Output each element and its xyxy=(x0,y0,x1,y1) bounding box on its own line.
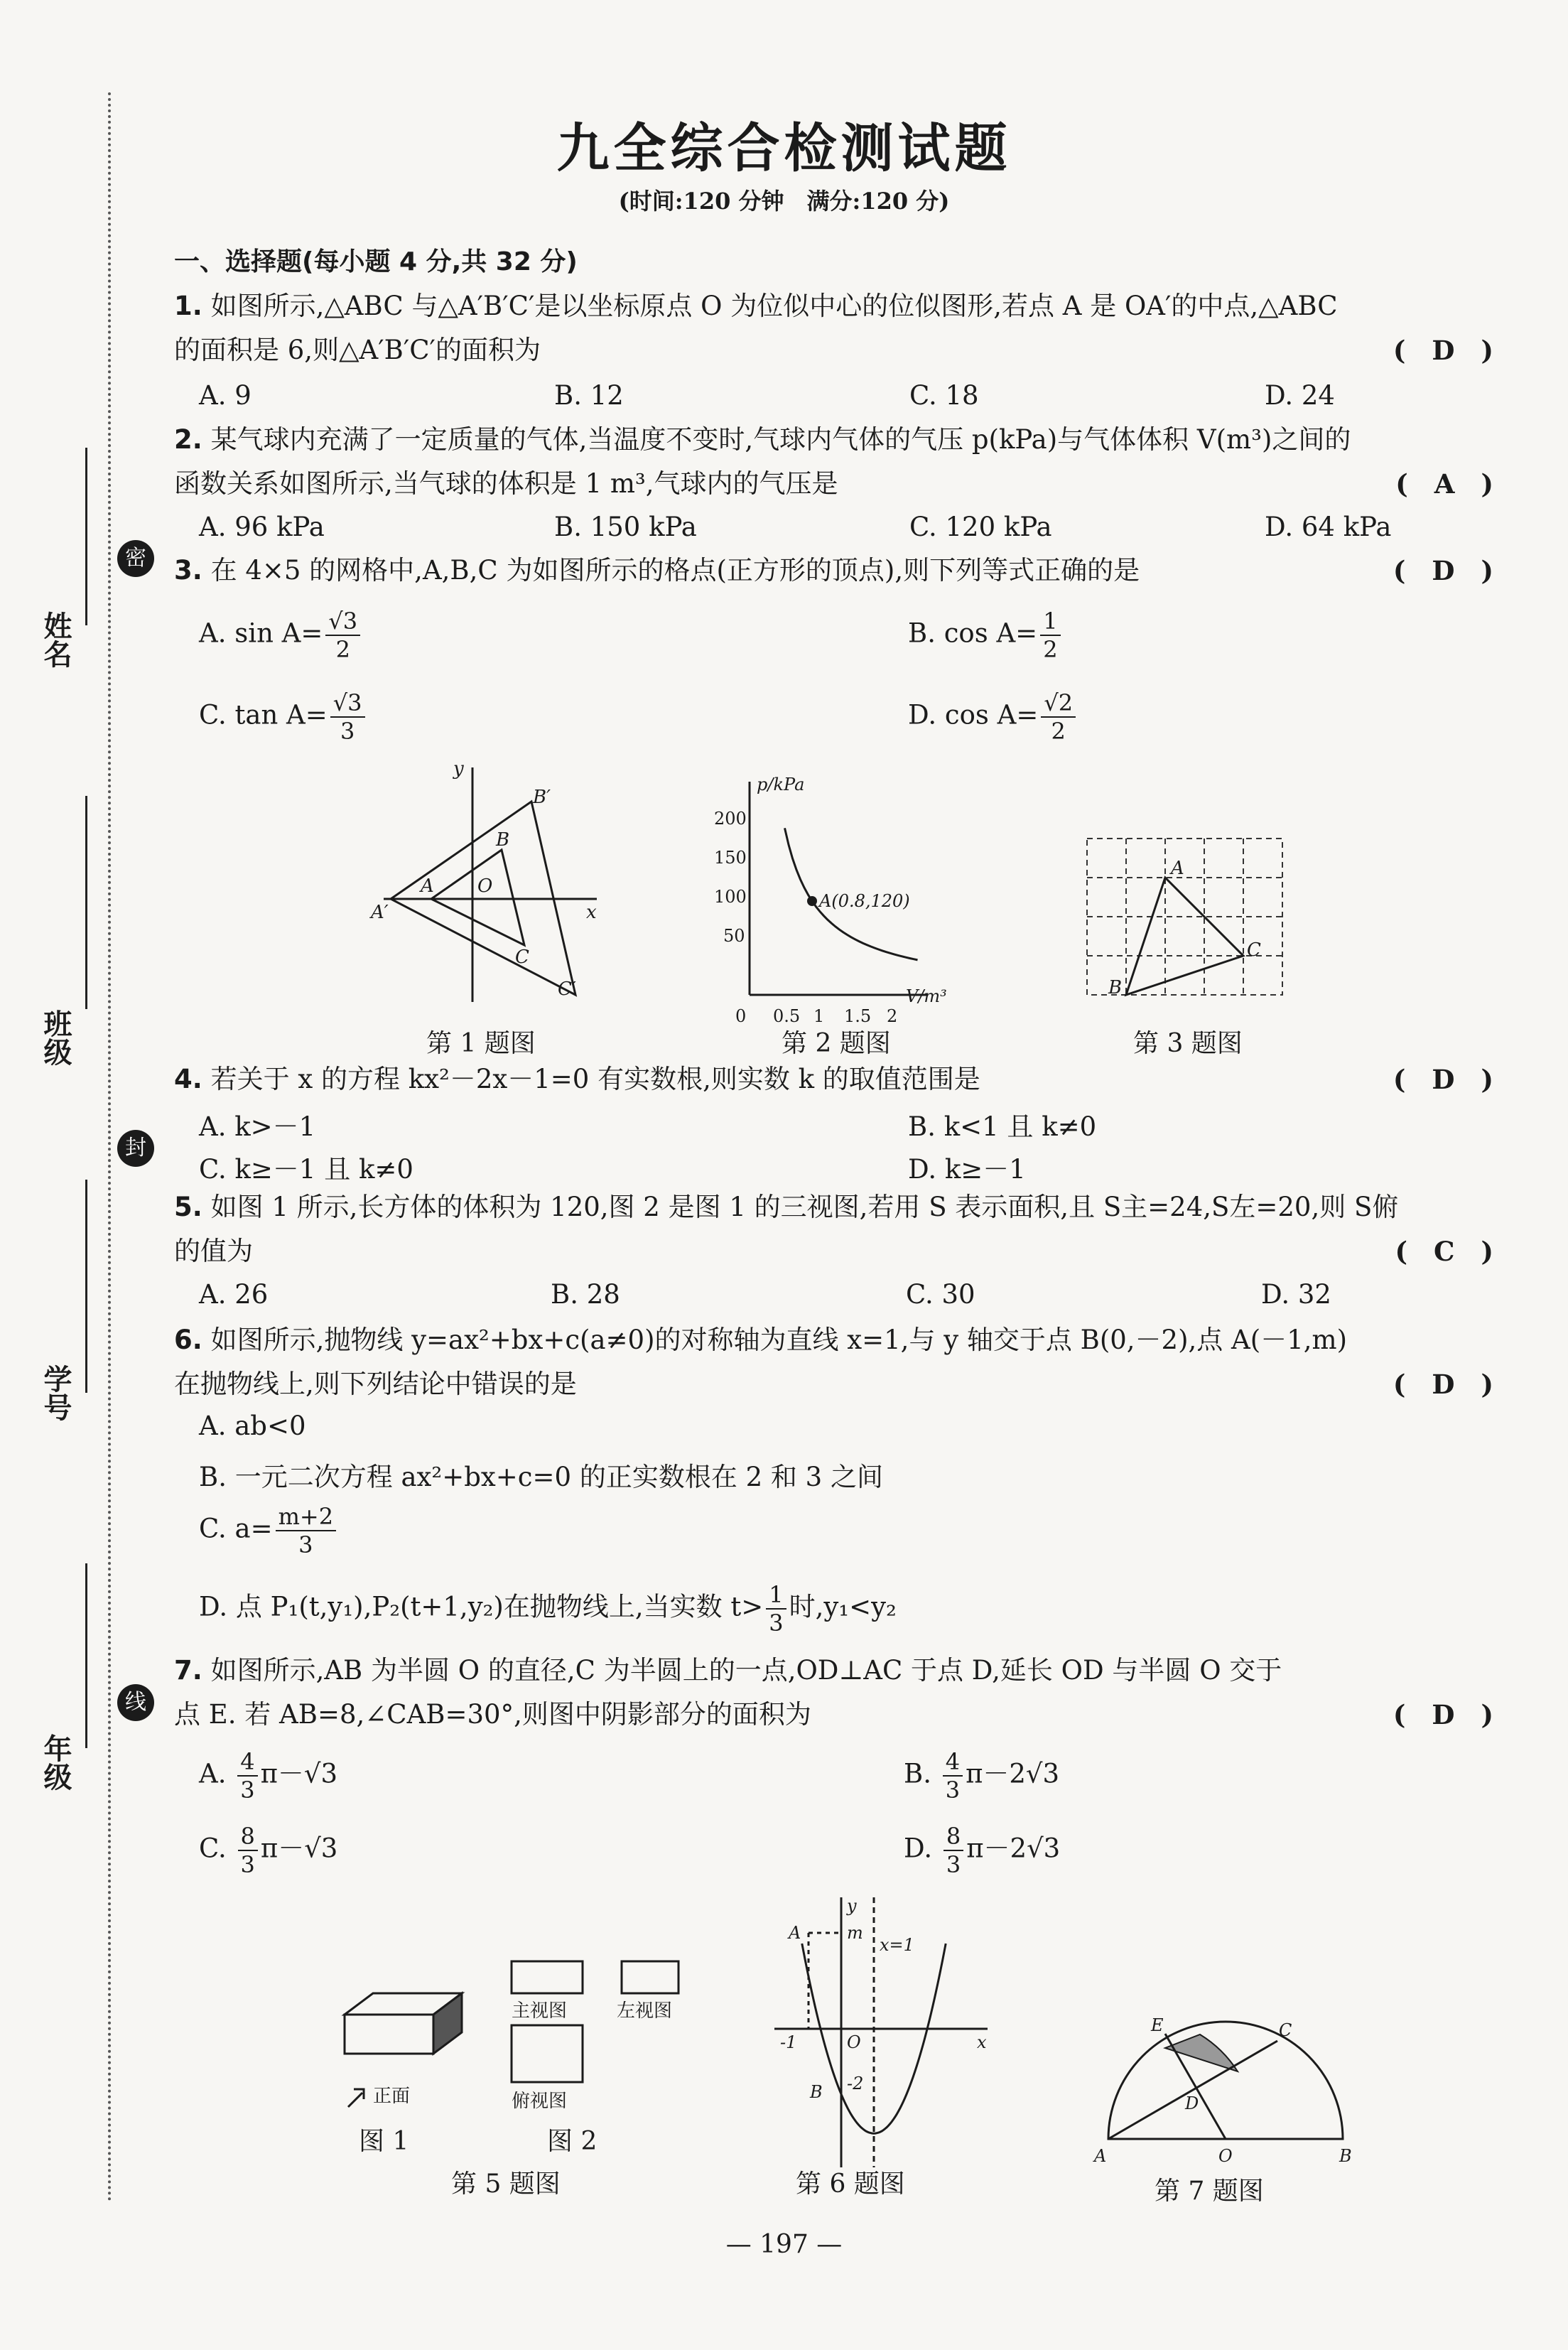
label-b-prime: B′ xyxy=(533,787,551,808)
option-a: A. 9 xyxy=(199,380,252,411)
point-a xyxy=(807,896,817,906)
figure-2-caption: 第 2 题图 xyxy=(782,1029,891,1058)
option-d: D. 24 xyxy=(1265,380,1335,411)
label-x: x xyxy=(977,2032,987,2052)
fraction xyxy=(330,689,365,745)
question-6 xyxy=(174,1318,1496,1406)
fraction xyxy=(766,1581,786,1637)
denominator: 3 xyxy=(946,1851,961,1878)
ytick: 50 xyxy=(723,926,745,946)
label-neg1: -1 xyxy=(780,2032,797,2052)
question-5 xyxy=(174,1185,1496,1273)
page-title: 九全综合检测试题 xyxy=(556,118,1012,179)
option-prefix: A. sin A= xyxy=(199,618,323,649)
figure-5-labels xyxy=(373,2000,672,2112)
question-text: 的面积是 6,则△A′B′C′的面积为 xyxy=(174,335,541,365)
triangle-abc-grid xyxy=(1126,878,1243,995)
option-prefix: C. tan A= xyxy=(199,699,328,731)
question-text: 在抛物线上,则下列结论中错误的是 xyxy=(174,1369,577,1399)
figure-7-caption: 第 7 题图 xyxy=(1155,2177,1264,2206)
class-line xyxy=(85,796,87,1009)
option-d: D. 64 kPa xyxy=(1265,512,1392,542)
box-front xyxy=(345,2015,433,2054)
question-number: 1. xyxy=(174,291,202,321)
figure-7 xyxy=(1108,2022,1343,2139)
binding-strip xyxy=(21,398,146,1890)
label-a-prime: A′ xyxy=(371,902,389,923)
seal-feng: 封 xyxy=(117,1130,154,1167)
option-d xyxy=(199,1581,897,1637)
student-id-line xyxy=(85,1180,87,1393)
option-c: C. 18 xyxy=(909,380,979,411)
left-view-rect xyxy=(622,1961,678,1993)
denominator: 3 xyxy=(769,1610,784,1637)
xtick: 1.5 xyxy=(844,1006,872,1026)
figure-6-caption: 第 6 题图 xyxy=(796,2170,905,2199)
option-c xyxy=(199,1823,337,1878)
answer-1: ( D ) xyxy=(1393,335,1493,366)
front-label: 正面 xyxy=(373,2086,411,2107)
option-suffix: 时,y₁<y₂ xyxy=(789,1591,897,1622)
option-d xyxy=(908,689,1078,745)
answer-4: ( D ) xyxy=(1393,1064,1493,1095)
seal-mi: 密 xyxy=(117,540,154,577)
triangle-abc xyxy=(431,850,524,945)
option-d xyxy=(904,1823,1060,1878)
label-b: B xyxy=(496,829,510,851)
label-b: B xyxy=(810,2082,823,2102)
denominator: 3 xyxy=(945,1777,961,1804)
option-suffix: π－√3 xyxy=(260,1758,338,1789)
front-arrow xyxy=(348,2093,362,2107)
left-view-label: 左视图 xyxy=(617,2000,673,2022)
option-prefix: A. xyxy=(199,1758,235,1789)
denominator: 2 xyxy=(1043,636,1058,663)
main-view-rect xyxy=(512,1961,583,1993)
figures-row-2 xyxy=(306,1883,1371,2224)
numerator: m+2 xyxy=(276,1503,337,1531)
figure-3-labels xyxy=(1108,858,1261,998)
box-side xyxy=(433,1993,462,2054)
grade-label: 年级 xyxy=(39,1734,72,1791)
label-a: A xyxy=(421,875,434,897)
fraction xyxy=(1041,689,1076,745)
question-number: 3. xyxy=(174,555,202,586)
question-number: 6. xyxy=(174,1325,202,1355)
fraction xyxy=(1040,608,1060,663)
label-m: m xyxy=(847,1923,863,1943)
fraction xyxy=(237,1748,257,1804)
question-2 xyxy=(174,418,1496,506)
option-d: D. 32 xyxy=(1261,1279,1331,1310)
answer-7: ( D ) xyxy=(1393,1699,1493,1730)
grade-line xyxy=(85,1563,87,1748)
option-b xyxy=(908,608,1064,663)
denominator: 2 xyxy=(1051,718,1066,745)
figures-row-1 xyxy=(355,753,1336,1066)
figure-3-grid xyxy=(1087,839,1282,995)
label-y: y xyxy=(847,1896,857,1916)
question-text: 如图所示,△ABC 与△A′B′C′是以坐标原点 O 为位似中心的位似图形,若点 A 是 OA′的中点,△ABC xyxy=(210,291,1338,321)
denominator: 3 xyxy=(240,1777,255,1804)
top-view-rect xyxy=(512,2025,583,2082)
option-b: B. k<1 且 k≠0 xyxy=(908,1111,1097,1142)
question-text: 函数关系如图所示,当气球的体积是 1 m³,气球内的气压是 xyxy=(174,468,838,499)
figure-5-caption: 第 5 题图 xyxy=(451,2170,561,2199)
figure-3-caption: 第 3 题图 xyxy=(1133,1029,1243,1058)
numerator: 8 xyxy=(238,1823,258,1851)
point-a-label: A(0.8,120) xyxy=(819,891,910,911)
label-axis: x=1 xyxy=(880,1935,914,1955)
label-e: E xyxy=(1151,2015,1164,2035)
option-suffix: π－2√3 xyxy=(966,1833,1061,1864)
fraction xyxy=(276,1503,337,1558)
page-subtitle: (时间:120 分钟 满分:120 分) xyxy=(618,188,950,215)
label-o: O xyxy=(847,2032,861,2052)
seal-xian: 线 xyxy=(117,1684,154,1721)
question-number: 2. xyxy=(174,424,202,455)
ytick: 150 xyxy=(714,848,747,868)
ytick: 200 xyxy=(714,809,747,829)
option-c xyxy=(199,689,368,745)
figure-1-labels xyxy=(369,758,597,1000)
denominator: 3 xyxy=(340,718,355,745)
question-text: 如图所示,抛物线 y=ax²+bx+c(a≠0)的对称轴为直线 x=1,与 y 轴交于点 B(0,－2),点 A(－1,m) xyxy=(210,1325,1348,1355)
label-a: A xyxy=(1094,2146,1107,2166)
option-b: B. 28 xyxy=(551,1279,620,1310)
answer-5: ( C ) xyxy=(1395,1236,1493,1267)
option-c: C. k≥－1 且 k≠0 xyxy=(199,1154,413,1185)
name-line xyxy=(85,448,87,625)
label-neg2: -2 xyxy=(847,2074,864,2093)
numerator: 8 xyxy=(943,1823,963,1851)
option-a xyxy=(199,608,363,663)
question-4 xyxy=(174,1057,1496,1101)
option-b xyxy=(904,1748,1059,1804)
numerator: √2 xyxy=(1041,689,1076,718)
name-label: 姓名 xyxy=(39,611,72,668)
numerator: √3 xyxy=(325,608,360,636)
student-id-label: 学号 xyxy=(39,1364,72,1421)
xtick: 0.5 xyxy=(773,1006,801,1026)
figure-6-labels xyxy=(780,1896,987,2102)
xlabel: V/m³ xyxy=(906,986,947,1006)
answer-6: ( D ) xyxy=(1393,1369,1493,1400)
top-view-label: 俯视图 xyxy=(512,2091,568,2112)
denominator: 3 xyxy=(298,1531,313,1558)
option-suffix: π－√3 xyxy=(260,1833,338,1864)
option-prefix: D. cos A= xyxy=(908,699,1039,731)
option-a: A. k>－1 xyxy=(199,1111,316,1142)
question-7 xyxy=(174,1649,1496,1737)
xtick: 1 xyxy=(813,1006,825,1026)
label-o: O xyxy=(1218,2146,1233,2166)
section-title: 一、选择题(每小题 4 分,共 32 分) xyxy=(174,247,578,276)
question-1 xyxy=(174,284,1496,372)
fraction xyxy=(943,1823,963,1878)
figure-7-labels xyxy=(1093,2015,1352,2166)
option-prefix: D. xyxy=(904,1833,941,1864)
option-prefix: B. cos A= xyxy=(908,618,1038,649)
question-text: 点 E. 若 AB=8,∠CAB=30°,则图中阴影部分的面积为 xyxy=(174,1699,811,1730)
question-text: 的值为 xyxy=(174,1236,253,1266)
xtick: 2 xyxy=(887,1006,898,1026)
option-b: B. 150 kPa xyxy=(554,512,697,542)
question-text: 在 4×5 的网格中,A,B,C 为如图所示的格点(正方形的顶点),则下列等式正确的是 xyxy=(210,555,1140,586)
numerator: 4 xyxy=(237,1748,257,1777)
answer-2: ( A ) xyxy=(1395,468,1493,500)
ylabel: p/kPa xyxy=(757,775,805,794)
fig5-sub-caption-1: 图 1 xyxy=(359,2127,409,2156)
label-c: C xyxy=(1247,939,1261,961)
label-b: B xyxy=(1339,2146,1352,2166)
label-x: x xyxy=(586,902,597,923)
ytick: 100 xyxy=(714,887,747,907)
question-text: 如图所示,AB 为半圆 O 的直径,C 为半圆上的一点,OD⊥AC 于点 D,延长 OD 与半圆 O 交于 xyxy=(210,1655,1282,1686)
label-y: y xyxy=(453,758,464,780)
numerator: √3 xyxy=(330,689,365,718)
question-3 xyxy=(174,549,1496,593)
label-b: B xyxy=(1108,977,1123,998)
label-a: A xyxy=(789,1923,801,1943)
option-prefix: C. xyxy=(199,1833,235,1864)
cut-dotted-line xyxy=(108,92,111,2203)
option-c: C. 30 xyxy=(906,1279,975,1310)
question-number: 4. xyxy=(174,1064,202,1094)
question-text: 如图 1 所示,长方体的体积为 120,图 2 是图 1 的三视图,若用 S 表示面积,且 S主=24,S左=20,则 S俯 xyxy=(210,1192,1399,1222)
label-c-prime: C′ xyxy=(558,979,576,1000)
fig5-sub-caption-2: 图 2 xyxy=(547,2127,598,2156)
question-text: 某气球内充满了一定质量的气体,当温度不变时,气球内气体的气压 p(kPa)与气体体积 V(m³)之间的 xyxy=(210,424,1351,455)
label-c: C xyxy=(515,947,529,968)
option-c xyxy=(199,1503,339,1558)
figure-2 xyxy=(750,782,927,995)
denominator: 2 xyxy=(335,636,350,663)
answer-3: ( D ) xyxy=(1393,555,1493,586)
option-b: B. 12 xyxy=(554,380,624,411)
denominator: 3 xyxy=(240,1851,255,1878)
option-d: D. k≥－1 xyxy=(908,1154,1026,1185)
main-view-label: 主视图 xyxy=(512,2000,568,2022)
question-number: 5. xyxy=(174,1192,202,1222)
question-text: 若关于 x 的方程 kx²－2x－1=0 有实数根,则实数 k 的取值范围是 xyxy=(210,1064,980,1094)
numerator: 4 xyxy=(943,1748,963,1777)
semicircle xyxy=(1108,2022,1343,2139)
option-prefix: B. xyxy=(904,1758,940,1789)
numerator: 1 xyxy=(1040,608,1060,636)
option-b: B. 一元二次方程 ax²+bx+c=0 的正实数根在 2 和 3 之间 xyxy=(199,1462,883,1492)
fraction xyxy=(325,608,360,663)
numerator: 1 xyxy=(766,1581,786,1610)
fraction xyxy=(943,1748,963,1804)
option-suffix: π－2√3 xyxy=(966,1758,1060,1789)
option-a: A. 96 kPa xyxy=(199,512,325,542)
page-number: — 197 — xyxy=(725,2230,843,2259)
question-number: 7. xyxy=(174,1655,202,1686)
label-d: D xyxy=(1185,2093,1199,2113)
option-prefix: C. a= xyxy=(199,1513,273,1544)
option-c: C. 120 kPa xyxy=(909,512,1052,542)
option-a: A. 26 xyxy=(199,1279,269,1310)
option-a: A. ab<0 xyxy=(199,1411,306,1441)
label-a: A xyxy=(1171,858,1184,879)
figure-1-caption: 第 1 题图 xyxy=(426,1029,536,1058)
option-a xyxy=(199,1748,337,1804)
class-label: 班级 xyxy=(39,1009,72,1066)
xtick: 0 xyxy=(735,1006,747,1026)
label-c: C xyxy=(1279,2020,1292,2040)
option-prefix: D. 点 P₁(t,y₁),P₂(t+1,y₂)在抛物线上,当实数 t> xyxy=(199,1591,764,1622)
label-o: O xyxy=(477,875,493,897)
fraction xyxy=(238,1823,258,1878)
